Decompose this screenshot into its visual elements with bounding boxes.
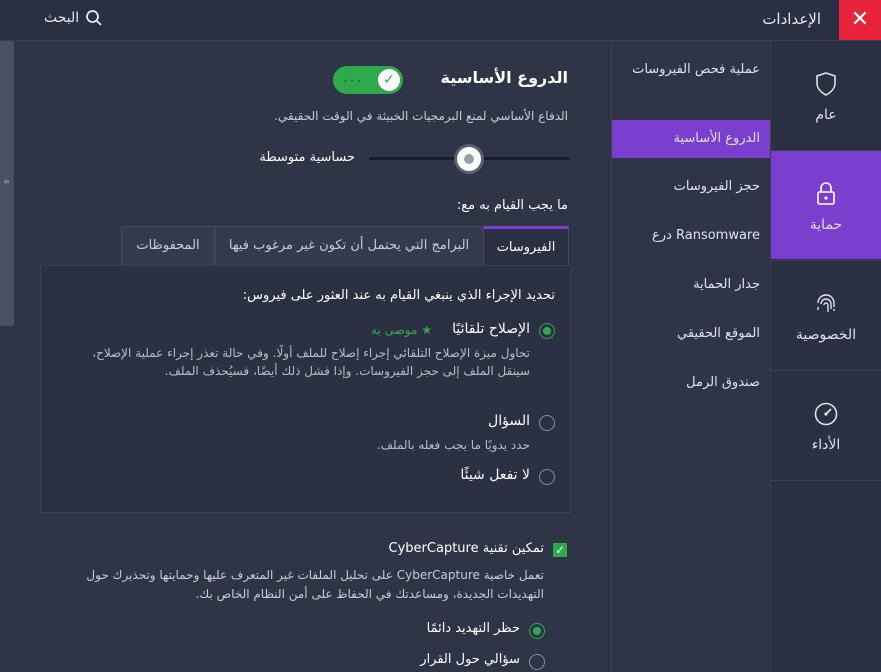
option-label-auto-fix: الإصلاح تلقائيًا [452,321,530,337]
search-label: البحث [44,10,80,26]
radio-always-block[interactable] [529,623,545,639]
sidebar-item-label: عام [815,107,837,123]
lock-icon [815,181,837,207]
cybercapture-title: تمكين تقنية CyberCapture [388,541,544,556]
option-label-do-nothing: لا تفعل شيئًا [460,467,530,483]
speedometer-icon [813,401,839,427]
search-icon [85,9,103,27]
core-shields-toggle[interactable] [333,66,403,94]
sidebar-item-label: الخصوصية [795,327,857,343]
option-label-ask: السؤال [488,413,530,429]
toggle-dots-icon: ••• [343,77,364,86]
action-question: ما يجب القيام به مع: [456,198,568,213]
search-button[interactable] [44,9,103,27]
section-title: الدروع الأساسية [440,68,568,87]
protection-submenu [611,41,770,672]
close-button[interactable]: ✕ [839,0,881,40]
action-panel [40,265,571,513]
threat-type-tabs [123,226,569,265]
submenu-item-firewall[interactable]: جدار الحماية [693,277,760,292]
section-description: الدفاع الأساسي لمنع البرمجيات الخبيثة في الوقت الحقيقي. [274,109,568,123]
tab-archives[interactable]: المحفوظات [121,226,215,265]
recommended-badge: ★ موصى به [371,323,432,337]
submenu-item-sandbox[interactable]: صندوق الرمل [686,375,760,390]
radio-ask[interactable] [539,415,555,431]
sensitivity-label: حساسية متوسطة [259,150,355,165]
option-label-ask-me: سؤالي حول القرار [420,652,520,667]
radio-do-nothing[interactable] [539,469,555,485]
shield-icon [815,71,837,97]
scrollbar[interactable] [0,41,14,326]
submenu-item-ransomware-shield[interactable]: درع Ransomware [652,228,760,243]
panel-title: تحديد الإجراء الذي ينبغي القيام به عند العثور على فيروس: [242,288,555,303]
option-description-auto-fix: تحاول ميزة الإصلاح التلقائي إجراء إصلاح للملف أولًا. وفي حالة تعذر إجراء عملية الإصلاح، سينقل الملف إلى حجز الفيروسات. وإذا فشل ذلك أيضًا، فسيُحذف الملف. [92,346,530,378]
title-bar [0,0,881,41]
submenu-item-real-site[interactable]: الموقع الحقيقي [677,326,760,341]
main-sidebar [770,41,881,672]
divider [771,480,881,481]
submenu-item-virus-chest[interactable]: حجز الفيروسات [673,179,760,194]
sensitivity-slider-handle[interactable] [457,147,481,171]
scroll-grip-icon: ≡ [3,177,10,186]
radio-auto-fix[interactable] [539,323,555,339]
sidebar-item-protection[interactable] [771,151,881,259]
submenu-item-core-shields[interactable]: الدروع الأساسية [612,120,770,158]
window-title: الإعدادات [762,10,821,28]
radio-ask-me[interactable] [529,654,545,670]
tab-pups[interactable]: البرامج التي يحتمل أن تكون غير مرغوب فيها [214,226,484,265]
option-description-ask: حدد يدويًا ما يجب فعله بالملف. [376,438,530,452]
option-label-always-block: حظر التهديد دائمًا [426,621,520,636]
sidebar-item-label: الأداء [811,437,841,453]
cybercapture-description: تعمل خاصية CyberCapture على تحليل الملفات غير المتعرف عليها وحمايتها وتحذيرك حول التهديدات الجديدة، ومساعدتك في الحفاظ على أمن النظام الخاص بك. [86,568,544,601]
settings-content [0,41,611,672]
sidebar-item-label: حماية [809,217,843,233]
sidebar-item-general[interactable] [771,41,881,149]
check-icon: ✓ [378,69,400,91]
submenu-item-virus-scan[interactable]: عملية فحص الفيروسات [632,62,760,77]
sidebar-item-performance[interactable] [771,371,881,479]
tab-viruses[interactable]: الفيروسات [483,226,569,265]
sidebar-item-privacy[interactable] [771,261,881,369]
cybercapture-checkbox[interactable]: ✓ [554,543,566,557]
fingerprint-icon [814,291,838,317]
